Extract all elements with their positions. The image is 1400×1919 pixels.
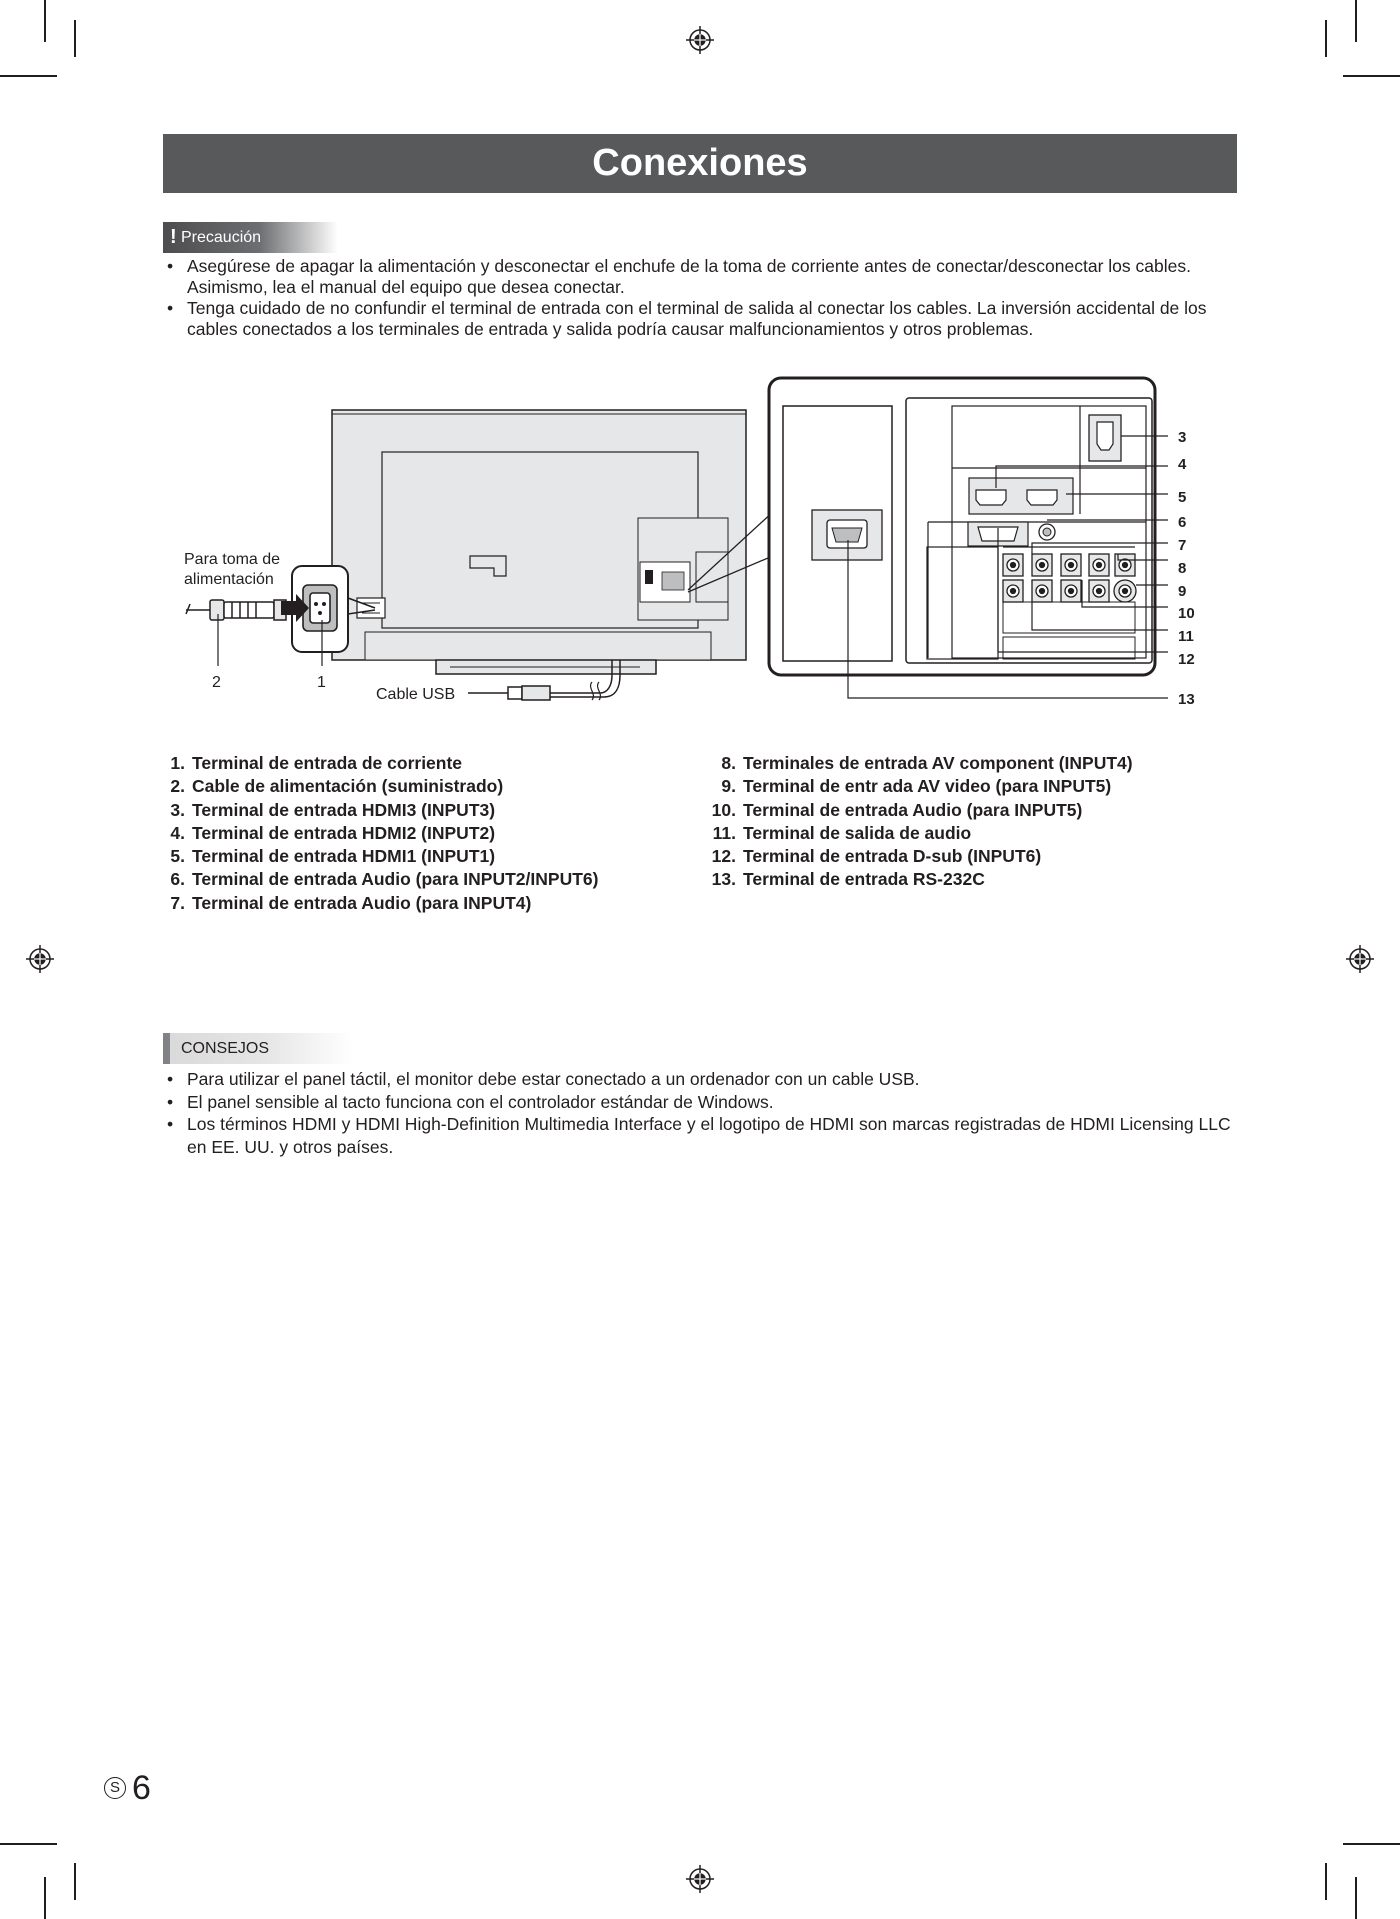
- caution-item: • Asegúrese de apagar la alimentación y desconectar el enchufe de la toma de corriente antes de conectar/desconectar los cables. Asimismo, lea el manual del equipo que desea conectar.: [163, 256, 1243, 298]
- tips-label-text: CONSEJOS: [181, 1040, 270, 1057]
- legend-item: [163, 845, 598, 868]
- legend-number: 9.: [721, 776, 736, 797]
- callout-12: 12: [1178, 651, 1195, 668]
- legend-text: Terminal de entrada RS-232C: [743, 869, 985, 890]
- legend-number: 3.: [170, 799, 185, 820]
- legend-number: 11.: [712, 822, 736, 843]
- callout-4: 4: [1178, 456, 1187, 473]
- tips-list: [163, 1068, 1243, 1158]
- legend-text: Terminal de entrada Audio (para INPUT4): [192, 892, 532, 913]
- legend-item: [711, 845, 1133, 868]
- legend-text: Terminal de salida de audio: [743, 822, 972, 843]
- callout-11: 11: [1178, 628, 1194, 645]
- page-number: 6: [132, 1769, 151, 1807]
- legend-item: [163, 752, 598, 775]
- legend-text: Terminales de entrada AV component (INPUT4): [743, 753, 1133, 773]
- legend-number: 10.: [711, 799, 736, 820]
- power-outlet-label-line2: alimentación: [184, 571, 274, 588]
- callout-13: 13: [1178, 691, 1195, 708]
- legend-left: [163, 752, 598, 915]
- callout-7: 7: [1178, 537, 1187, 554]
- legend-item: [163, 822, 598, 845]
- callout-1: 1: [317, 674, 326, 691]
- language-mark-icon: S: [104, 1777, 126, 1799]
- legend-number: 13.: [711, 869, 736, 890]
- legend-number: 5.: [170, 846, 185, 867]
- callout-9: 9: [1178, 583, 1187, 600]
- legend-number: 7.: [170, 892, 185, 913]
- callout-8: 8: [1178, 560, 1187, 577]
- legend-text: Terminal de entrada Audio (para INPUT2/INPUT6): [192, 869, 599, 890]
- legend-item: [711, 868, 1133, 891]
- caution-label-text: Precaución: [181, 229, 262, 246]
- legend-text: Terminal de entrada D-sub (INPUT6): [743, 846, 1042, 867]
- legend-text: Terminal de entrada de corriente: [192, 753, 463, 773]
- legend-item: [711, 799, 1133, 822]
- legend-text: Terminal de entrada HDMI2 (INPUT2): [192, 822, 496, 843]
- legend-number: 4.: [170, 822, 185, 843]
- legend-text: Terminal de entrada HDMI1 (INPUT1): [192, 846, 496, 867]
- legend-text: Terminal de entrada Audio (para INPUT5): [743, 799, 1083, 820]
- legend-number: 2.: [170, 776, 185, 797]
- legend-item: [714, 752, 1133, 775]
- tips-item: • Para utilizar el panel táctil, el monitor debe estar conectado a un ordenador con un cable USB.: [163, 1068, 1243, 1091]
- callout-5: 5: [1178, 489, 1187, 506]
- legend-number: 6.: [170, 869, 185, 890]
- power-outlet-label-line1: Para toma de: [184, 551, 281, 568]
- caution-icon: !: [170, 226, 177, 248]
- legend-right: [711, 752, 1133, 892]
- legend-item: [714, 775, 1133, 798]
- monitor-rear-view: [332, 410, 746, 674]
- tips-bar: [163, 1033, 170, 1064]
- usb-cable-label: Cable USB: [376, 686, 456, 703]
- callout-3: 3: [1178, 429, 1187, 446]
- legend-number: 12.: [711, 846, 736, 867]
- tips-label: [163, 1033, 353, 1064]
- callout-10: 10: [1178, 605, 1195, 622]
- legend-number: 8.: [721, 753, 736, 773]
- callout-6: 6: [1178, 514, 1187, 531]
- legend-item: [163, 799, 598, 822]
- legend-item: [163, 868, 598, 891]
- legend-number: 1.: [170, 753, 185, 773]
- caution-item: • Tenga cuidado de no confundir el terminal de entrada con el terminal de salida al conectar los cables. La inversión accidental de los cables conectados a los terminales de entrada y salida podría causar malfuncionamientos y otros problemas.: [163, 298, 1243, 340]
- legend-item: [163, 892, 598, 915]
- power-cord: [186, 600, 286, 620]
- legend-item: [714, 822, 1133, 845]
- callout-2: 2: [212, 674, 221, 691]
- tips-item: • Los términos HDMI y HDMI High-Definition Multimedia Interface y el logotipo de HDMI son marcas registradas de HDMI Licensing LLC en EE. UU. y otros países.: [163, 1113, 1243, 1158]
- connection-diagram: [0, 0, 1400, 760]
- page-title: Conexiones: [163, 134, 1237, 193]
- legend-text: Terminal de entr ada AV video (para INPUT5): [743, 776, 1112, 797]
- legend-text: Terminal de entrada HDMI3 (INPUT3): [192, 799, 496, 820]
- tips-item: • El panel sensible al tacto funciona con el controlador estándar de Windows.: [163, 1091, 1243, 1114]
- legend-text: Cable de alimentación (suministrado): [192, 776, 504, 797]
- legend-item: [163, 775, 598, 798]
